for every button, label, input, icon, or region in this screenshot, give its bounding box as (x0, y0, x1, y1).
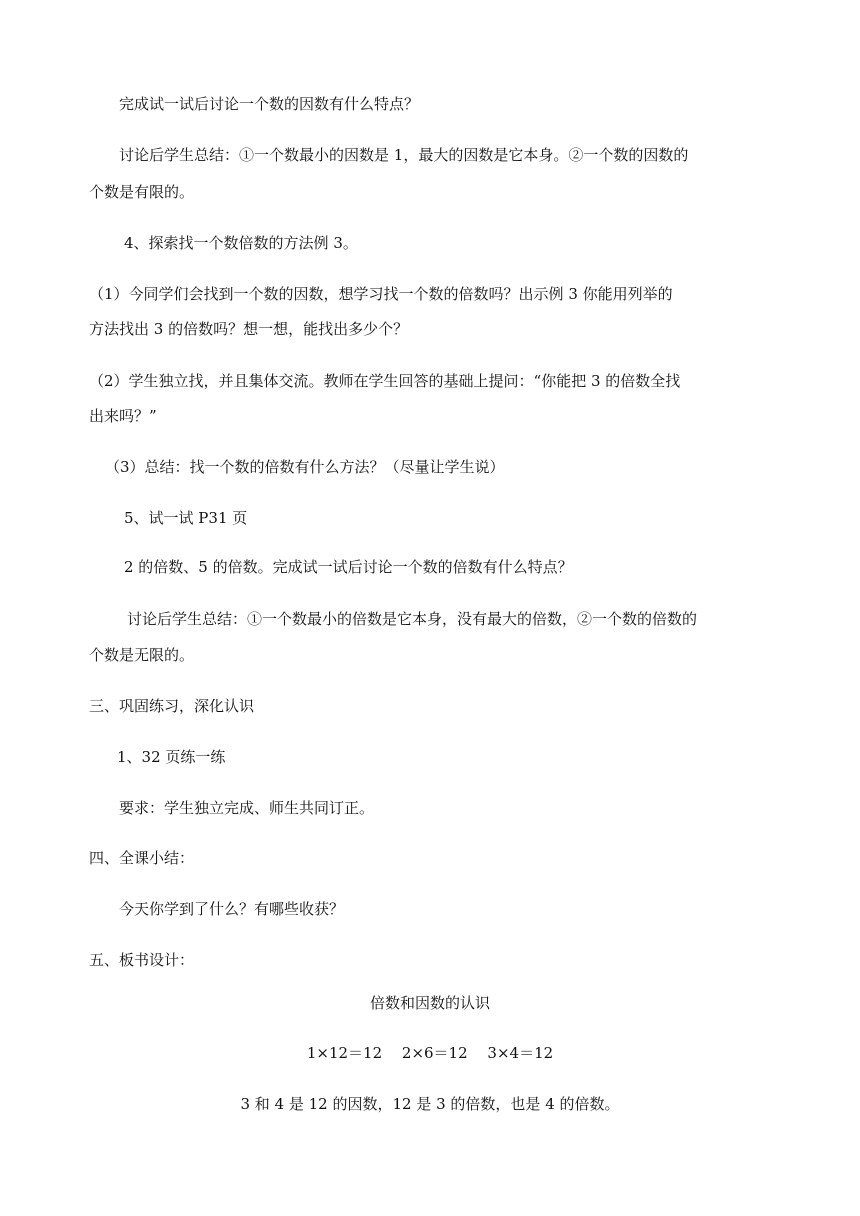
paragraph-line: 方法找出 3 的倍数吗？想一想，能找出多少个？ (89, 320, 409, 338)
paragraph-line: 个数是无限的。 (89, 646, 195, 664)
paragraph-line: 今天你学到了什么？有哪些收获？ (119, 900, 345, 918)
section-heading: 四、全课小结： (89, 849, 195, 867)
section-heading: 三、巩固练习，深化认识 (89, 697, 255, 715)
board-equations: 1×12＝12 2×6＝12 3×4＝12 (306, 1044, 554, 1062)
paragraph-line: 完成试一试后讨论一个数的因数有什么特点？ (119, 95, 420, 113)
paragraph-line: 讨论后学生总结：①一个数最小的倍数是它本身，没有最大的倍数，②一个数的倍数的 (127, 610, 698, 628)
board-conclusion: 3 和 4 是 12 的因数，12 是 3 的倍数，也是 4 的倍数。 (240, 1095, 620, 1113)
paragraph-line: 出来吗？” (89, 407, 157, 425)
paragraph-line: （2）学生独立找，并且集体交流。教师在学生回答的基础上提问：“你能把 3 的倍数全找 (89, 372, 681, 390)
paragraph-line: 1、32 页练一练 (117, 748, 226, 766)
paragraph-line: （1）今同学们会找到一个数的因数，想学习找一个数的倍数吗？出示例 3 你能用列举的 (89, 285, 673, 303)
paragraph-line: 4、探索找一个数倍数的方法例 3。 (124, 234, 358, 252)
paragraph-line: 讨论后学生总结：①一个数最小的因数是 1，最大的因数是它本身。②一个数的因数的 (119, 146, 689, 164)
section-heading: 五、板书设计： (89, 951, 195, 969)
paragraph-line: 5、试一试 P31 页 (124, 509, 248, 527)
paragraph-line: 要求：学生独立完成、师生共同订正。 (119, 799, 375, 817)
paragraph-line: （3）总结：找一个数的倍数有什么方法？（尽量让学生说） (105, 458, 505, 476)
paragraph-line: 个数是有限的。 (89, 183, 195, 201)
board-title: 倍数和因数的认识 (369, 994, 490, 1012)
paragraph-line: 2 的倍数、5 的倍数。完成试一试后讨论一个数的倍数有什么特点？ (124, 558, 573, 576)
